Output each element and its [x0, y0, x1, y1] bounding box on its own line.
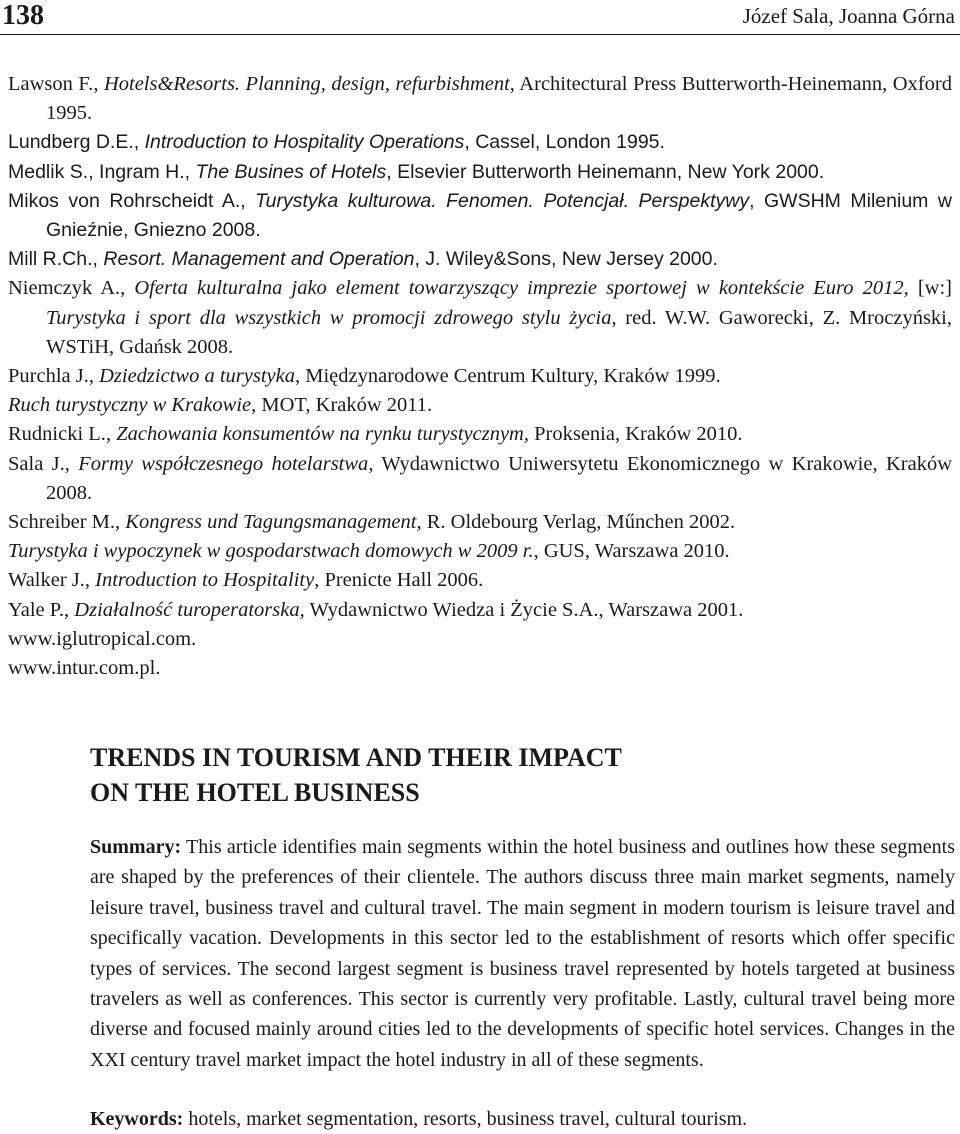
reference-list	[8, 70, 952, 683]
reference-title: Zachowania konsumentów na rynku turystycznym	[116, 423, 524, 446]
page-number: 138	[2, 0, 44, 31]
reference-author: Mill R.Ch.	[8, 248, 93, 271]
reference-title: Resort. Management and Operation	[103, 248, 415, 271]
reference-author: Lawson F.	[8, 73, 94, 95]
summary-label: Summary:	[90, 836, 182, 858]
reference-entry	[8, 537, 952, 566]
reference-details: , Międzynarodowe Centrum Kultury, Kraków 1999.	[294, 365, 721, 388]
reference-entry	[8, 187, 952, 245]
reference-title: Oferta kulturalna jako element towarzyszący imprezie sportowej w kontekście Euro 2012,	[134, 277, 918, 300]
reference-separator: ,	[88, 365, 100, 388]
keywords-paragraph	[90, 1105, 955, 1133]
summary-text: This article identifies main segments within the hotel business and outlines how these segments are shaped by the preferences of their clientele. The authors discuss three main market segments, namely leisure travel, business travel and cultural travel. The main segment in modern tourism is leisure travel and specifically vacation. Developments in this sector led to the establishment of resorts which offer specific types of services. The second largest segment is business travel represented by hotels targeted at business travelers as well as conferences. This sector is currently very profitable. Lastly, cultural travel being more diverse and focused mainly around cities led to the developments of specific hotel services. Changes in the XXI century travel market impact the hotel industry in all of these segments.	[90, 836, 955, 1071]
reference-details: , Wydawnictwo Wiedza i Życie S.A., Warszawa 2001.	[299, 598, 744, 621]
header-rule	[0, 34, 960, 35]
reference-details: , red. W.W. Gaworecki, Z. Mroczyński, WSTiH, Gdańsk 2008.	[46, 306, 952, 358]
title-line-1: TRENDS IN TOURISM AND THEIR IMPACT	[90, 743, 622, 772]
reference-entry	[8, 158, 952, 187]
reference-title: Hotels&Resorts. Planning, design, refurbishment,	[103, 73, 515, 95]
reference-title: Turystyka i wypoczynek w gospodarstwach domowych w 2009 r.	[8, 540, 534, 563]
reference-details: , Wydawnictwo Uniwersytetu Ekonomicznego w Krakowie, Kraków 2008.	[46, 452, 952, 504]
reference-details: , Proksenia, Kraków 2010.	[523, 423, 743, 446]
reference-separator: ,	[240, 189, 256, 212]
page-header	[0, 0, 960, 34]
reference-separator: ,	[84, 569, 96, 592]
reference-entry	[8, 362, 952, 391]
reference-author: www.iglutropical.com.	[8, 627, 197, 650]
reference-entry	[8, 566, 952, 595]
reference-entry	[8, 625, 952, 654]
reference-details: [w:]	[917, 277, 952, 300]
reference-separator: ,	[92, 248, 104, 271]
reference-entry	[8, 70, 952, 128]
reference-details: , GUS, Warszawa 2010.	[533, 540, 730, 563]
reference-separator: ,	[64, 598, 75, 621]
reference-title: Turystyka kulturowa. Fenomen. Potencjał. Perspektywy	[255, 189, 750, 212]
reference-details: , MOT, Kraków 2011.	[251, 394, 433, 417]
reference-title: Introduction to Hospitality	[95, 569, 315, 592]
reference-author: Lundberg D.E.	[8, 131, 134, 154]
reference-entry	[8, 274, 952, 362]
reference-title: The Busines of Hotels	[195, 160, 387, 183]
reference-title: Introduction to Hospitality Operations	[144, 131, 465, 154]
reference-details: , GWSHM Milenium w Gnieźnie, Gniezno 2008.	[46, 189, 952, 242]
reference-title: Ruch turystyczny w Krakowie	[8, 394, 252, 417]
reference-details: , Cassel, London 1995.	[464, 131, 665, 154]
reference-separator: ,	[64, 452, 79, 475]
reference-author: Medlik S., Ingram H.	[8, 160, 185, 183]
summary-paragraph	[90, 832, 955, 1075]
reference-details: Architectural Press Butterworth-Heinemann, Oxford 1995.	[46, 73, 952, 125]
reference-separator: ,	[120, 277, 135, 300]
reference-title: Formy współczesnego hotelarstwa	[78, 452, 369, 475]
reference-details: , J. Wiley&Sons, New Jersey 2000.	[414, 248, 718, 271]
keywords-label: Keywords:	[90, 1108, 184, 1130]
reference-details: , R. Oldebourg Verlag, Műnchen 2002.	[416, 511, 736, 534]
reference-author: Purchla J.	[8, 365, 89, 388]
title-line-2: ON THE HOTEL BUSINESS	[90, 778, 420, 807]
reference-title: Kongress und Tagungsmanagement	[125, 511, 417, 534]
reference-details: , Elsevier Butterworth Heinemann, New York 2000.	[386, 160, 825, 183]
running-head: Józef Sala, Joanna Górna	[742, 4, 955, 28]
reference-entry	[8, 391, 952, 420]
reference-author: Walker J.	[8, 569, 85, 592]
reference-separator: ,	[115, 511, 126, 534]
reference-separator: ,	[133, 131, 145, 154]
reference-separator: ,	[184, 160, 196, 183]
reference-entry	[8, 245, 952, 274]
article-title	[90, 740, 622, 810]
reference-title: Dziedzictwo a turystyka	[99, 365, 295, 388]
reference-author: Schreiber M.	[8, 511, 116, 534]
keywords-text: hotels, market segmentation, resorts, business travel, cultural tourism.	[183, 1108, 748, 1130]
reference-entry	[8, 596, 952, 625]
reference-separator: ,	[93, 73, 104, 95]
reference-separator: ,	[105, 423, 117, 446]
reference-title: Turystyka i sport dla wszystkich w promocji zdrowego stylu życia	[46, 306, 612, 329]
reference-entry	[8, 450, 952, 508]
reference-entry	[8, 128, 952, 157]
reference-entry	[8, 508, 952, 537]
reference-author: Yale P.	[8, 598, 65, 621]
reference-author: Sala J.	[8, 452, 65, 475]
reference-entry	[8, 654, 952, 683]
reference-author: Niemczyk A.	[8, 277, 121, 300]
reference-details: , Prenicte Hall 2006.	[314, 569, 484, 592]
reference-author: Mikos von Rohrscheidt A.	[8, 189, 241, 212]
reference-title: Działalność turoperatorska	[74, 598, 300, 621]
reference-author: Rudnicki L.	[8, 423, 106, 446]
reference-entry	[8, 420, 952, 449]
reference-author: www.intur.com.pl.	[8, 657, 161, 680]
